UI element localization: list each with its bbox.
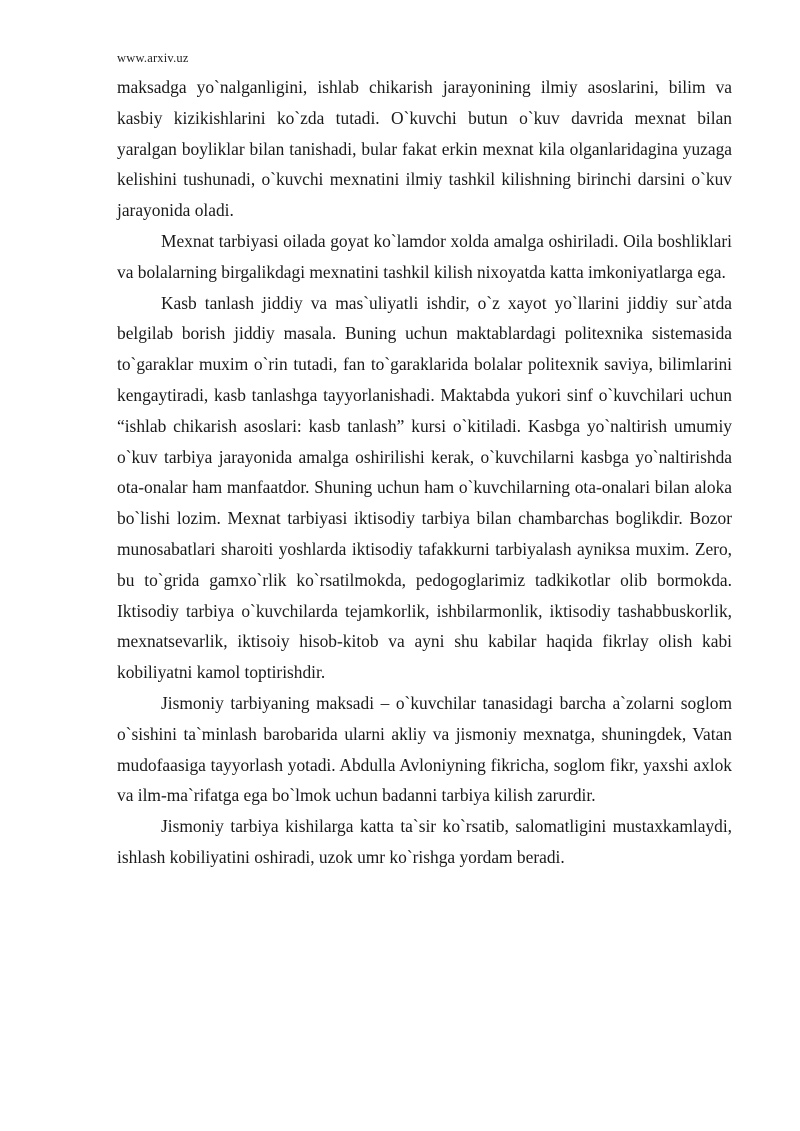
document-body	[117, 72, 732, 873]
source-url: www.arxiv.uz	[117, 51, 189, 65]
paragraph: Kasb tanlash jiddiy va mas`uliyatli ishdir, o`z xayot yo`llarini jiddiy sur`atda belgilab borish jiddiy masala. Buning uchun maktablardagi politexnika sistemasida to`garaklar muxim o`rin tutadi, fan to`garaklarida bolalar politexnik saviya, bilimlarini kengaytiradi, kasb tanlashga tayyorlanishadi. Maktabda yukori sinf o`kuvchilari uchun “ishlab chikarish asoslari: kasb tanlash” kursi o`kitiladi. Kasbga yo`naltirish umumiy o`kuv tarbiya jarayonida amalga oshirilishi kerak, o`kuvchilarni kasbga yo`naltirishda ota-onalar ham manfaatdor. Shuning uchun ham o`kuvchilarning ota-onalari bilan aloka bo`lishi lozim. Mexnat tarbiyasi iktisodiy tarbiya bilan chambarchas boglikdir. Bozor munosabatlari sharoiti yoshlarda iktisodiy tafakkurni tarbiyalash ayniksa muxim. Zero, bu to`grida gamxo`rlik ko`rsatilmokda, pedogoglarimiz tadkikotlar olib bormokda. Iktisodiy tarbiya o`kuvchilarda tejamkorlik, ishbilarmonlik, iktisodiy tashabbuskorlik, mexnatsevarlik, iktisoiy hisob-kitob va ayni shu kabilar haqida fikrlay olish kabi kobiliyatni kamol toptirishdir.	[117, 292, 732, 683]
paragraph: Jismoniy tarbiya kishilarga katta ta`sir ko`rsatib, salomatligini mustaxkamlaydi, ishlash kobiliyatini oshiradi, uzok umr ko`rishga yordam beradi.	[117, 816, 732, 867]
paragraph: Mexnat tarbiyasi oilada goyat ko`lamdor xolda amalga oshiriladi. Oila boshliklari va bolalarning birgalikdagi mexnatini tashkil kilish nixoyatda katta imkoniyatlarga ega.	[117, 230, 732, 282]
paragraph: Jismoniy tarbiyaning maksadi – o`kuvchilar tanasidagi barcha a`zolarni soglom o`sishini ta`minlash barobarida ularni akliy va jismoniy mexnatga, shuningdek, Vatan mudofaasiga tayyorlash yotadi. Abdulla Avloniyning fikricha, soglom fikr, yaxshi axlok va ilm-ma`rifatga ega bo`lmok uchun badanni tarbiya kilish zarurdir.	[117, 692, 732, 806]
paragraph: maksadga yo`nalganligini, ishlab chikarish jarayonining ilmiy asoslarini, bilim va kasbiy kizikishlarini ko`zda tutadi. O`kuvchi butun o`kuv davrida mexnat bilan yaralgan boyliklar bilan tanishadi, bular fakat erkin mexnat kila olganlaridagina yuzaga kelishini tushunadi, o`kuvchi mexnatini ilmiy tashkil kilishning birinchi darsini o`kuv jarayonida oladi.	[117, 77, 732, 221]
